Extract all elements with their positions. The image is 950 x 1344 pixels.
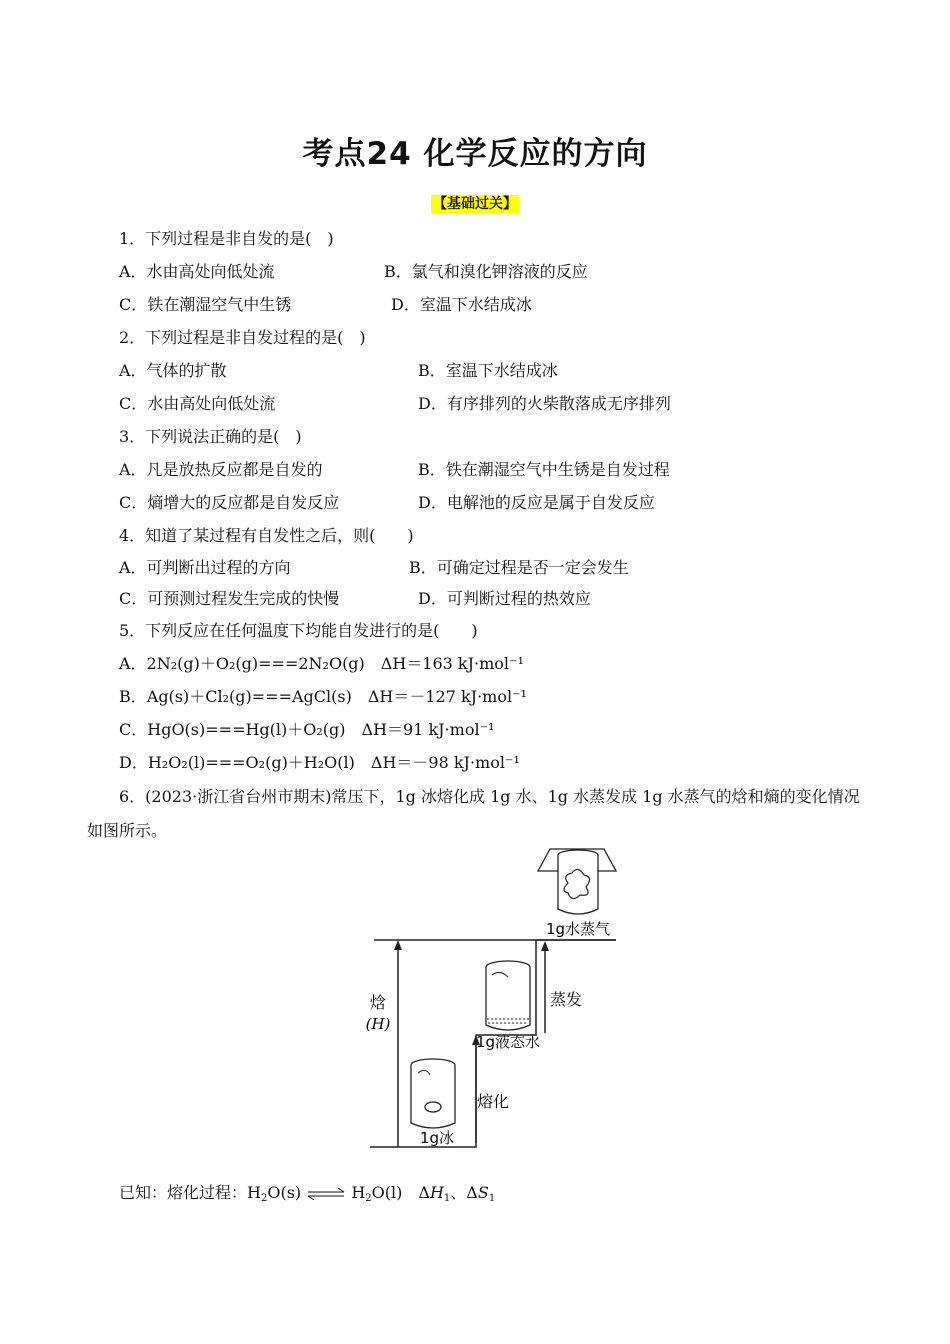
section-heading xyxy=(0,193,950,213)
q1-option-b: B．氯气和溴化钾溶液的反应 xyxy=(384,262,588,281)
melt-label: 熔化 xyxy=(477,1092,510,1111)
equilibrium-arrow-icon xyxy=(306,1188,346,1200)
vapor-beaker xyxy=(538,849,616,914)
q4-option-c: C．可预测过程发生完成的快慢 xyxy=(119,589,340,608)
q1-option-a: A．水由高处向低处流 xyxy=(119,262,275,281)
enthalpy-label: 焓 xyxy=(369,993,387,1012)
liquid-label: 1g液态水 xyxy=(475,1033,541,1051)
q4-stem: 4．知道了某过程有自发性之后，则( ) xyxy=(119,526,414,545)
evaporate-arrowhead xyxy=(541,941,549,951)
q3-option-c: C．熵增大的反应都是自发反应 xyxy=(119,493,340,512)
q4-option-b: B．可确定过程是否一定会发生 xyxy=(409,558,629,577)
q6-stem-line1: 6．(2023·浙江省台州市期末)常压下，1g 冰熔化成 1g 水、1g 水蒸发成 1g 水蒸气的焓和熵的变化情况 xyxy=(119,787,860,806)
q2-option-b: B．室温下水结成冰 xyxy=(418,361,558,380)
q3-option-a: A．凡是放热反应都是自发的 xyxy=(119,460,323,479)
vapor-label: 1g水蒸气 xyxy=(545,920,611,938)
known-prefix: 已知：熔化过程： xyxy=(119,1183,248,1202)
q5-option-c: C．HgO(s)===Hg(l)＋O₂(g) ΔH＝91 kJ·mol⁻¹ xyxy=(119,720,495,739)
q5-option-a: A．2N₂(g)＋O₂(g)===2N₂O(g) ΔH＝163 kJ·mol⁻¹ xyxy=(119,654,524,673)
q1-stem: 1．下列过程是非自发的是( ) xyxy=(119,229,334,248)
enthalpy-arrowhead xyxy=(394,940,402,950)
evaporate-label: 蒸发 xyxy=(550,990,583,1009)
ice-label: 1g冰 xyxy=(419,1129,455,1147)
q2-option-a: A．气体的扩散 xyxy=(119,361,227,380)
q5-option-b: B．Ag(s)＋Cl₂(g)===AgCl(s) ΔH＝－127 kJ·mol⁻¹ xyxy=(119,687,527,706)
q1-option-d: D．室温下水结成冰 xyxy=(391,295,532,314)
q6-stem-line2: 如图所示。 xyxy=(87,821,168,840)
page-title: 考点24 化学反应的方向 xyxy=(302,136,648,172)
q2-stem: 2．下列过程是非自发过程的是( ) xyxy=(119,328,366,347)
q3-stem: 3．下列说法正确的是( ) xyxy=(119,427,302,446)
q3-option-d: D．电解池的反应是属于自发反应 xyxy=(418,493,655,512)
q1-option-c: C．铁在潮湿空气中生锈 xyxy=(119,295,292,314)
enthalpy-symbol-label: (H) xyxy=(365,1015,391,1033)
q2-option-d: D．有序排列的火柴散落成无序排列 xyxy=(418,394,671,413)
enthalpy-diagram xyxy=(340,843,630,1153)
section-label: 【基础过关】 xyxy=(433,196,517,212)
q4-option-d: D．可判断过程的热效应 xyxy=(418,589,591,608)
q4-option-a: A．可判断出过程的方向 xyxy=(119,558,291,577)
q2-option-c: C．水由高处向低处流 xyxy=(119,394,276,413)
known-line: 已知：熔化过程：$H_2O(s)$ $H_2O(l)$ $\Delta H_1$、$\Delta S_1$ xyxy=(119,1183,496,1204)
q3-option-b: B．铁在潮湿空气中生锈是自发过程 xyxy=(418,460,670,479)
water-beaker xyxy=(486,961,530,1030)
ice-beaker xyxy=(411,1059,455,1128)
q5-option-d: D．H₂O₂(l)===O₂(g)＋H₂O(l) ΔH＝－98 kJ·mol⁻¹ xyxy=(119,753,520,772)
q5-stem: 5．下列反应在任何温度下均能自发进行的是( ) xyxy=(119,621,478,640)
